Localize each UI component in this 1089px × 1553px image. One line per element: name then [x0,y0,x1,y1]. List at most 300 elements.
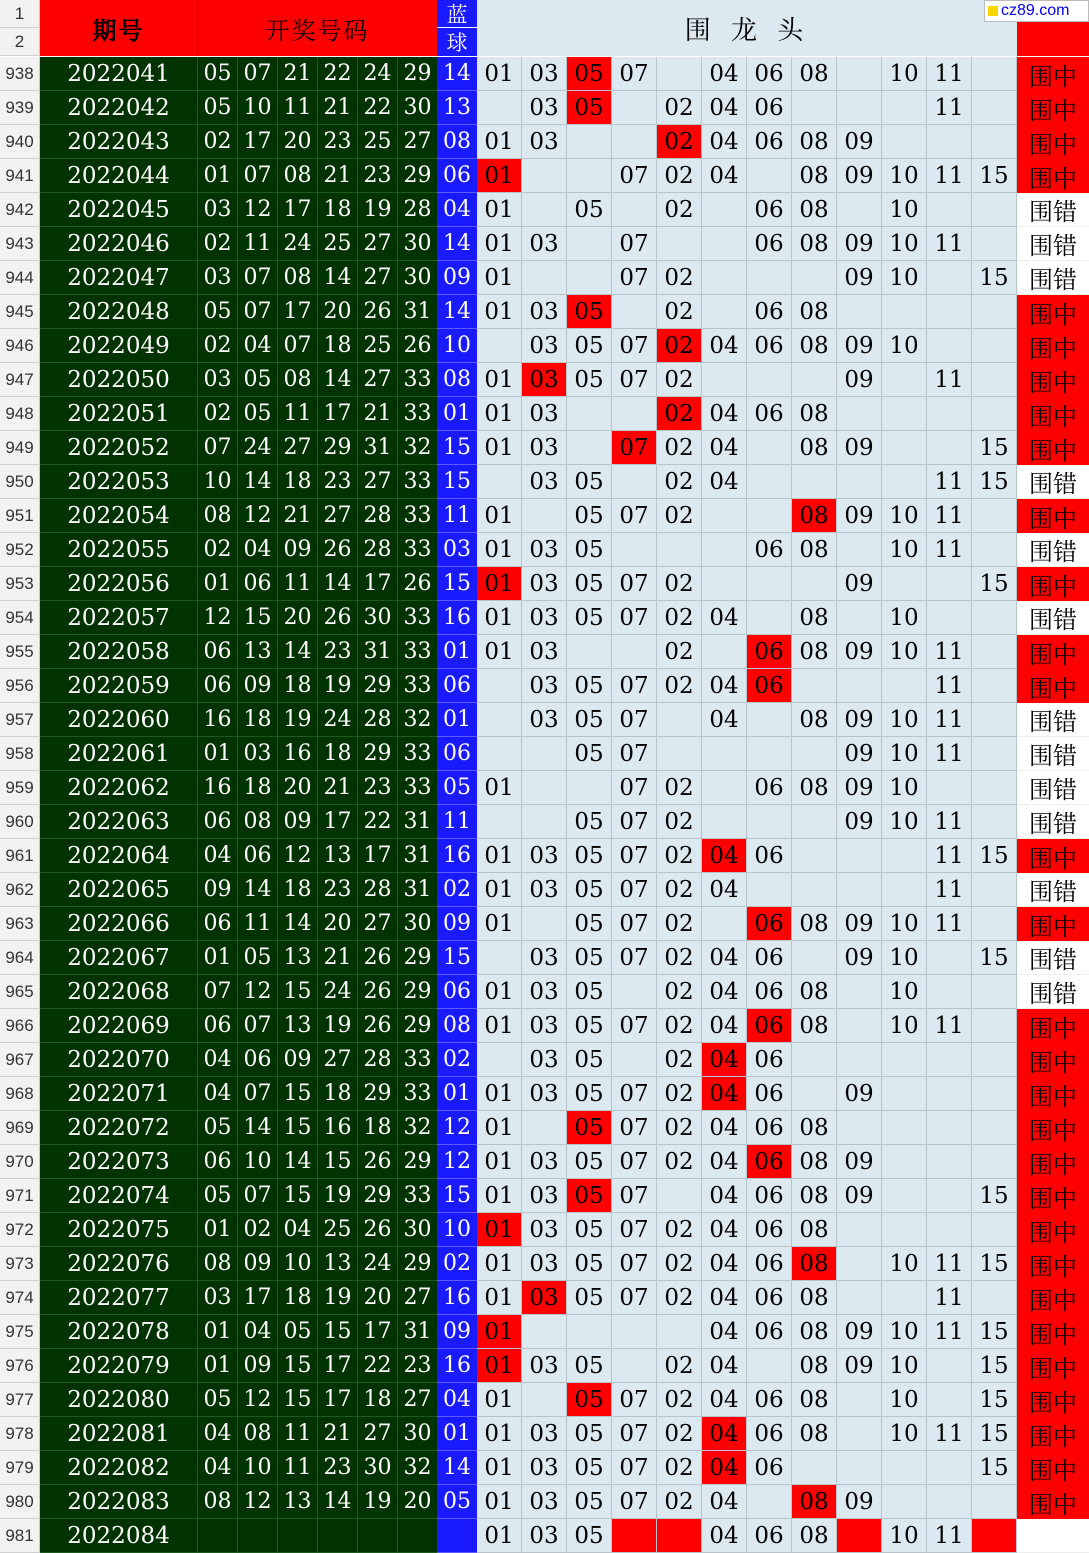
number-cell[interactable] [612,1043,657,1077]
hit-number-cell[interactable]: 05 [567,1383,612,1417]
row-number[interactable]: 955 [0,635,40,669]
red-ball-cell[interactable]: 21 [317,941,357,975]
blue-ball-cell[interactable]: 15 [437,431,477,465]
number-cell[interactable]: 02 [657,1111,702,1145]
number-cell[interactable]: 09 [837,635,882,669]
red-ball-cell[interactable]: 21 [277,57,317,91]
blue-ball-cell[interactable]: 04 [437,193,477,227]
row-number[interactable]: 952 [0,533,40,567]
red-ball-cell[interactable]: 18 [317,193,357,227]
number-cell[interactable] [792,941,837,975]
number-cell[interactable]: 06 [747,1247,792,1281]
number-cell[interactable] [837,193,882,227]
red-ball-cell[interactable]: 23 [397,1349,437,1383]
number-cell[interactable]: 01 [477,1485,522,1519]
number-cell[interactable] [792,261,837,295]
red-ball-cell[interactable]: 12 [197,601,237,635]
red-ball-cell[interactable]: 15 [277,1077,317,1111]
number-cell[interactable]: 09 [837,941,882,975]
number-cell[interactable]: 01 [477,1383,522,1417]
number-cell[interactable]: 02 [657,465,702,499]
red-ball-cell[interactable]: 02 [237,1213,277,1247]
number-cell[interactable] [972,57,1017,91]
number-cell[interactable]: 06 [747,771,792,805]
red-ball-cell[interactable]: 21 [277,499,317,533]
row-number[interactable]: 941 [0,159,40,193]
result-hit-cell[interactable]: 围中 [1017,499,1089,533]
period-cell[interactable]: 2022079 [40,1349,197,1383]
period-cell[interactable]: 2022058 [40,635,197,669]
number-cell[interactable]: 03 [522,1485,567,1519]
red-ball-cell[interactable]: 29 [357,1179,397,1213]
number-cell[interactable]: 02 [657,1349,702,1383]
number-cell[interactable] [972,295,1017,329]
number-cell[interactable] [837,975,882,1009]
blue-ball-cell[interactable]: 02 [437,873,477,907]
red-ball-cell[interactable]: 28 [357,703,397,737]
period-cell[interactable]: 2022045 [40,193,197,227]
number-cell[interactable]: 01 [477,771,522,805]
number-cell[interactable] [972,499,1017,533]
number-cell[interactable]: 03 [522,635,567,669]
number-cell[interactable]: 07 [612,907,657,941]
row-number[interactable]: 956 [0,669,40,703]
number-cell[interactable] [477,1043,522,1077]
result-miss-cell[interactable]: 围错 [1017,771,1089,805]
number-cell[interactable] [927,941,972,975]
row-number[interactable]: 969 [0,1111,40,1145]
number-cell[interactable] [702,907,747,941]
number-cell[interactable] [972,669,1017,703]
hit-number-cell[interactable]: 01 [477,1213,522,1247]
number-cell[interactable] [522,1383,567,1417]
red-ball-cell[interactable]: 01 [197,1349,237,1383]
row-header-2[interactable]: 2 [0,28,40,56]
red-ball-cell[interactable]: 18 [277,1281,317,1315]
number-cell[interactable] [522,159,567,193]
number-cell[interactable] [972,1281,1017,1315]
hit-number-cell[interactable]: 04 [702,839,747,873]
number-cell[interactable] [747,567,792,601]
number-cell[interactable]: 05 [567,1485,612,1519]
number-cell[interactable] [882,295,927,329]
number-cell[interactable]: 07 [612,1077,657,1111]
number-cell[interactable]: 04 [702,329,747,363]
number-cell[interactable] [567,771,612,805]
number-cell[interactable] [792,567,837,601]
red-ball-cell[interactable]: 26 [317,601,357,635]
number-cell[interactable]: 15 [972,159,1017,193]
result-miss-cell[interactable]: 围错 [1017,941,1089,975]
row-number[interactable]: 960 [0,805,40,839]
number-cell[interactable] [747,431,792,465]
number-cell[interactable]: 06 [747,1077,792,1111]
red-ball-cell[interactable]: 03 [237,737,277,771]
number-cell[interactable] [972,771,1017,805]
number-cell[interactable] [657,737,702,771]
number-cell[interactable]: 03 [522,1247,567,1281]
number-cell[interactable]: 07 [612,805,657,839]
red-ball-cell[interactable]: 05 [277,1315,317,1349]
hit-number-cell[interactable]: 01 [477,1349,522,1383]
number-cell[interactable] [972,1111,1017,1145]
number-cell[interactable] [882,1213,927,1247]
number-cell[interactable] [972,1043,1017,1077]
period-cell[interactable]: 2022080 [40,1383,197,1417]
red-ball-cell[interactable]: 27 [357,227,397,261]
number-cell[interactable]: 08 [792,125,837,159]
number-cell[interactable]: 05 [567,669,612,703]
number-cell[interactable] [927,1349,972,1383]
hit-number-cell[interactable]: 05 [567,91,612,125]
red-ball-cell[interactable]: 27 [357,907,397,941]
row-number[interactable]: 945 [0,295,40,329]
red-ball-cell[interactable]: 30 [397,1213,437,1247]
number-cell[interactable]: 01 [477,873,522,907]
number-cell[interactable]: 05 [567,363,612,397]
number-cell[interactable] [927,601,972,635]
result-miss-cell[interactable]: 围错 [1017,703,1089,737]
red-ball-cell[interactable]: 23 [317,465,357,499]
period-cell[interactable]: 2022068 [40,975,197,1009]
result-hit-cell[interactable]: 围中 [1017,431,1089,465]
result-hit-cell[interactable]: 围中 [1017,397,1089,431]
number-cell[interactable]: 02 [657,669,702,703]
number-cell[interactable] [567,1315,612,1349]
number-cell[interactable]: 07 [612,159,657,193]
number-cell[interactable]: 07 [612,1213,657,1247]
red-ball-cell[interactable]: 09 [277,533,317,567]
red-ball-cell[interactable]: 16 [277,737,317,771]
red-ball-cell[interactable]: 12 [237,193,277,227]
number-cell[interactable] [837,1383,882,1417]
red-ball-cell[interactable]: 18 [277,669,317,703]
row-number[interactable]: 981 [0,1519,40,1553]
red-ball-cell[interactable]: 02 [197,125,237,159]
red-ball-cell[interactable]: 03 [197,193,237,227]
red-ball-cell[interactable]: 14 [277,635,317,669]
number-cell[interactable] [567,227,612,261]
number-cell[interactable] [612,1349,657,1383]
red-ball-cell[interactable]: 04 [237,533,277,567]
number-cell[interactable] [702,805,747,839]
red-ball-cell[interactable]: 04 [197,839,237,873]
red-ball-cell[interactable]: 16 [197,771,237,805]
hit-number-cell[interactable]: 01 [477,1315,522,1349]
number-cell[interactable] [882,1485,927,1519]
number-cell[interactable] [477,465,522,499]
number-cell[interactable]: 03 [522,1451,567,1485]
red-ball-cell[interactable]: 33 [397,1179,437,1213]
red-ball-cell[interactable]: 25 [357,125,397,159]
number-cell[interactable] [972,1009,1017,1043]
period-cell[interactable]: 2022056 [40,567,197,601]
red-ball-cell[interactable]: 27 [277,431,317,465]
number-cell[interactable]: 04 [702,873,747,907]
number-cell[interactable]: 07 [612,1247,657,1281]
period-cell[interactable]: 2022077 [40,1281,197,1315]
number-cell[interactable] [612,635,657,669]
red-ball-cell[interactable]: 33 [397,363,437,397]
red-ball-cell[interactable]: 07 [237,1077,277,1111]
number-cell[interactable]: 07 [612,567,657,601]
result-hit-cell[interactable]: 围中 [1017,907,1089,941]
number-cell[interactable]: 11 [927,1009,972,1043]
hit-number-cell[interactable]: 08 [792,1485,837,1519]
red-ball-cell[interactable]: 23 [317,1451,357,1485]
number-cell[interactable]: 09 [837,125,882,159]
number-cell[interactable] [927,125,972,159]
number-cell[interactable] [702,193,747,227]
red-ball-cell[interactable]: 05 [237,363,277,397]
hit-number-cell[interactable] [657,1519,702,1553]
red-ball-cell[interactable]: 07 [237,261,277,295]
hit-number-cell[interactable]: 04 [702,1451,747,1485]
number-cell[interactable]: 03 [522,839,567,873]
red-ball-cell[interactable]: 27 [317,499,357,533]
red-ball-cell[interactable]: 31 [397,295,437,329]
hit-number-cell[interactable]: 02 [657,329,702,363]
red-ball-cell[interactable] [317,1519,357,1553]
number-cell[interactable]: 01 [477,125,522,159]
number-cell[interactable]: 10 [882,227,927,261]
number-cell[interactable]: 05 [567,193,612,227]
result-hit-cell[interactable]: 围中 [1017,1485,1089,1519]
number-cell[interactable]: 05 [567,499,612,533]
number-cell[interactable]: 08 [792,397,837,431]
number-cell[interactable] [882,431,927,465]
red-ball-cell[interactable]: 32 [397,431,437,465]
number-cell[interactable]: 10 [882,1315,927,1349]
number-cell[interactable]: 07 [612,703,657,737]
result-hit-cell[interactable]: 围中 [1017,125,1089,159]
number-cell[interactable] [927,771,972,805]
number-cell[interactable] [927,1043,972,1077]
red-ball-cell[interactable]: 09 [277,1043,317,1077]
number-cell[interactable]: 04 [702,159,747,193]
row-number[interactable]: 957 [0,703,40,737]
number-cell[interactable]: 07 [612,1417,657,1451]
red-ball-cell[interactable]: 26 [357,975,397,1009]
number-cell[interactable] [927,975,972,1009]
red-ball-cell[interactable]: 15 [317,1315,357,1349]
number-cell[interactable]: 01 [477,431,522,465]
number-cell[interactable] [837,1111,882,1145]
number-cell[interactable] [657,1315,702,1349]
number-cell[interactable] [882,1111,927,1145]
number-cell[interactable]: 09 [837,329,882,363]
number-cell[interactable]: 06 [747,125,792,159]
red-ball-cell[interactable]: 24 [317,703,357,737]
number-cell[interactable]: 02 [657,1145,702,1179]
number-cell[interactable]: 03 [522,1077,567,1111]
red-ball-cell[interactable]: 14 [277,1145,317,1179]
period-cell[interactable]: 2022083 [40,1485,197,1519]
red-ball-cell[interactable]: 14 [317,1485,357,1519]
row-number[interactable]: 962 [0,873,40,907]
number-cell[interactable]: 07 [612,261,657,295]
red-ball-cell[interactable]: 09 [237,1247,277,1281]
row-number[interactable]: 980 [0,1485,40,1519]
period-cell[interactable]: 2022050 [40,363,197,397]
number-cell[interactable] [927,397,972,431]
number-cell[interactable]: 10 [882,805,927,839]
blue-ball-cell[interactable]: 10 [437,1213,477,1247]
red-ball-cell[interactable]: 20 [317,907,357,941]
red-ball-cell[interactable]: 10 [197,465,237,499]
number-cell[interactable]: 15 [972,941,1017,975]
number-cell[interactable] [882,839,927,873]
red-ball-cell[interactable]: 01 [197,941,237,975]
number-cell[interactable]: 08 [792,907,837,941]
blue-ball-cell[interactable]: 16 [437,601,477,635]
number-cell[interactable]: 02 [657,295,702,329]
result-miss-cell[interactable]: 围错 [1017,533,1089,567]
number-cell[interactable] [702,771,747,805]
red-ball-cell[interactable]: 11 [277,567,317,601]
number-cell[interactable] [477,91,522,125]
blue-ball-cell[interactable]: 06 [437,669,477,703]
number-cell[interactable]: 03 [522,1043,567,1077]
number-cell[interactable] [702,737,747,771]
row-number[interactable]: 949 [0,431,40,465]
red-ball-cell[interactable]: 09 [237,1349,277,1383]
red-ball-cell[interactable]: 05 [197,91,237,125]
number-cell[interactable]: 07 [612,227,657,261]
number-cell[interactable] [972,703,1017,737]
period-cell[interactable]: 2022059 [40,669,197,703]
number-cell[interactable] [612,295,657,329]
number-cell[interactable] [972,193,1017,227]
red-ball-cell[interactable]: 28 [357,533,397,567]
red-ball-cell[interactable]: 29 [397,1145,437,1179]
number-cell[interactable] [747,363,792,397]
number-cell[interactable]: 07 [612,329,657,363]
red-ball-cell[interactable]: 17 [237,125,277,159]
result-miss-cell[interactable]: 围错 [1017,975,1089,1009]
row-number[interactable]: 940 [0,125,40,159]
number-cell[interactable]: 03 [522,431,567,465]
blue-ball-cell[interactable]: 11 [437,805,477,839]
number-cell[interactable]: 07 [612,873,657,907]
number-cell[interactable]: 04 [702,1213,747,1247]
period-cell[interactable]: 2022051 [40,397,197,431]
result-miss-cell[interactable]: 围错 [1017,261,1089,295]
hit-number-cell[interactable]: 04 [702,1043,747,1077]
period-cell[interactable]: 2022069 [40,1009,197,1043]
blue-ball-cell[interactable]: 06 [437,975,477,1009]
red-ball-cell[interactable]: 02 [197,397,237,431]
blue-ball-cell[interactable]: 06 [437,159,477,193]
number-cell[interactable]: 11 [927,159,972,193]
red-ball-cell[interactable]: 33 [397,1077,437,1111]
red-ball-cell[interactable]: 05 [197,295,237,329]
red-ball-cell[interactable]: 32 [397,1111,437,1145]
number-cell[interactable]: 06 [747,329,792,363]
number-cell[interactable]: 02 [657,1043,702,1077]
number-cell[interactable]: 06 [747,1315,792,1349]
number-cell[interactable]: 08 [792,1145,837,1179]
number-cell[interactable]: 02 [657,431,702,465]
red-ball-cell[interactable]: 20 [397,1485,437,1519]
number-cell[interactable]: 08 [792,601,837,635]
number-cell[interactable] [927,1145,972,1179]
number-cell[interactable]: 08 [792,193,837,227]
number-cell[interactable] [702,533,747,567]
red-ball-cell[interactable]: 06 [197,635,237,669]
number-cell[interactable]: 02 [657,975,702,1009]
number-cell[interactable]: 04 [702,465,747,499]
number-cell[interactable]: 10 [882,499,927,533]
number-cell[interactable]: 15 [972,1417,1017,1451]
number-cell[interactable] [972,601,1017,635]
red-ball-cell[interactable]: 23 [317,125,357,159]
number-cell[interactable]: 06 [747,91,792,125]
red-ball-cell[interactable]: 20 [277,771,317,805]
period-cell[interactable]: 2022047 [40,261,197,295]
number-cell[interactable]: 02 [657,1485,702,1519]
red-ball-cell[interactable]: 31 [397,805,437,839]
number-cell[interactable]: 08 [792,57,837,91]
number-cell[interactable]: 04 [702,397,747,431]
number-cell[interactable] [972,907,1017,941]
number-cell[interactable] [792,363,837,397]
blue-ball-cell[interactable]: 13 [437,91,477,125]
number-cell[interactable]: 03 [522,975,567,1009]
hit-number-cell[interactable]: 08 [792,1247,837,1281]
blue-ball-cell[interactable]: 01 [437,1077,477,1111]
red-ball-cell[interactable]: 16 [317,1111,357,1145]
red-ball-cell[interactable]: 15 [277,1349,317,1383]
number-cell[interactable]: 06 [747,1213,792,1247]
number-cell[interactable]: 05 [567,805,612,839]
red-ball-cell[interactable]: 20 [317,295,357,329]
row-number[interactable]: 975 [0,1315,40,1349]
row-number[interactable]: 972 [0,1213,40,1247]
red-ball-cell[interactable]: 17 [317,805,357,839]
number-cell[interactable]: 15 [972,1349,1017,1383]
number-cell[interactable] [612,91,657,125]
red-ball-cell[interactable]: 25 [317,1213,357,1247]
red-ball-cell[interactable]: 07 [237,57,277,91]
number-cell[interactable] [792,1077,837,1111]
number-cell[interactable] [972,635,1017,669]
hit-number-cell[interactable]: 05 [567,1179,612,1213]
hit-number-cell[interactable]: 05 [567,295,612,329]
number-cell[interactable]: 05 [567,533,612,567]
number-cell[interactable]: 05 [567,873,612,907]
number-cell[interactable]: 01 [477,1009,522,1043]
red-ball-cell[interactable]: 12 [277,839,317,873]
red-ball-cell[interactable]: 19 [317,1281,357,1315]
number-cell[interactable]: 08 [792,975,837,1009]
number-cell[interactable]: 05 [567,1077,612,1111]
number-cell[interactable]: 05 [567,975,612,1009]
red-ball-cell[interactable]: 18 [237,771,277,805]
number-cell[interactable]: 05 [567,839,612,873]
number-cell[interactable]: 02 [657,567,702,601]
number-cell[interactable]: 11 [927,1417,972,1451]
red-ball-cell[interactable]: 19 [277,703,317,737]
number-cell[interactable]: 08 [792,1009,837,1043]
red-ball-cell[interactable]: 26 [357,1145,397,1179]
number-cell[interactable]: 04 [702,1111,747,1145]
number-cell[interactable]: 02 [657,193,702,227]
number-cell[interactable]: 05 [567,1247,612,1281]
number-cell[interactable]: 02 [657,771,702,805]
number-cell[interactable]: 05 [567,465,612,499]
period-cell[interactable]: 2022081 [40,1417,197,1451]
